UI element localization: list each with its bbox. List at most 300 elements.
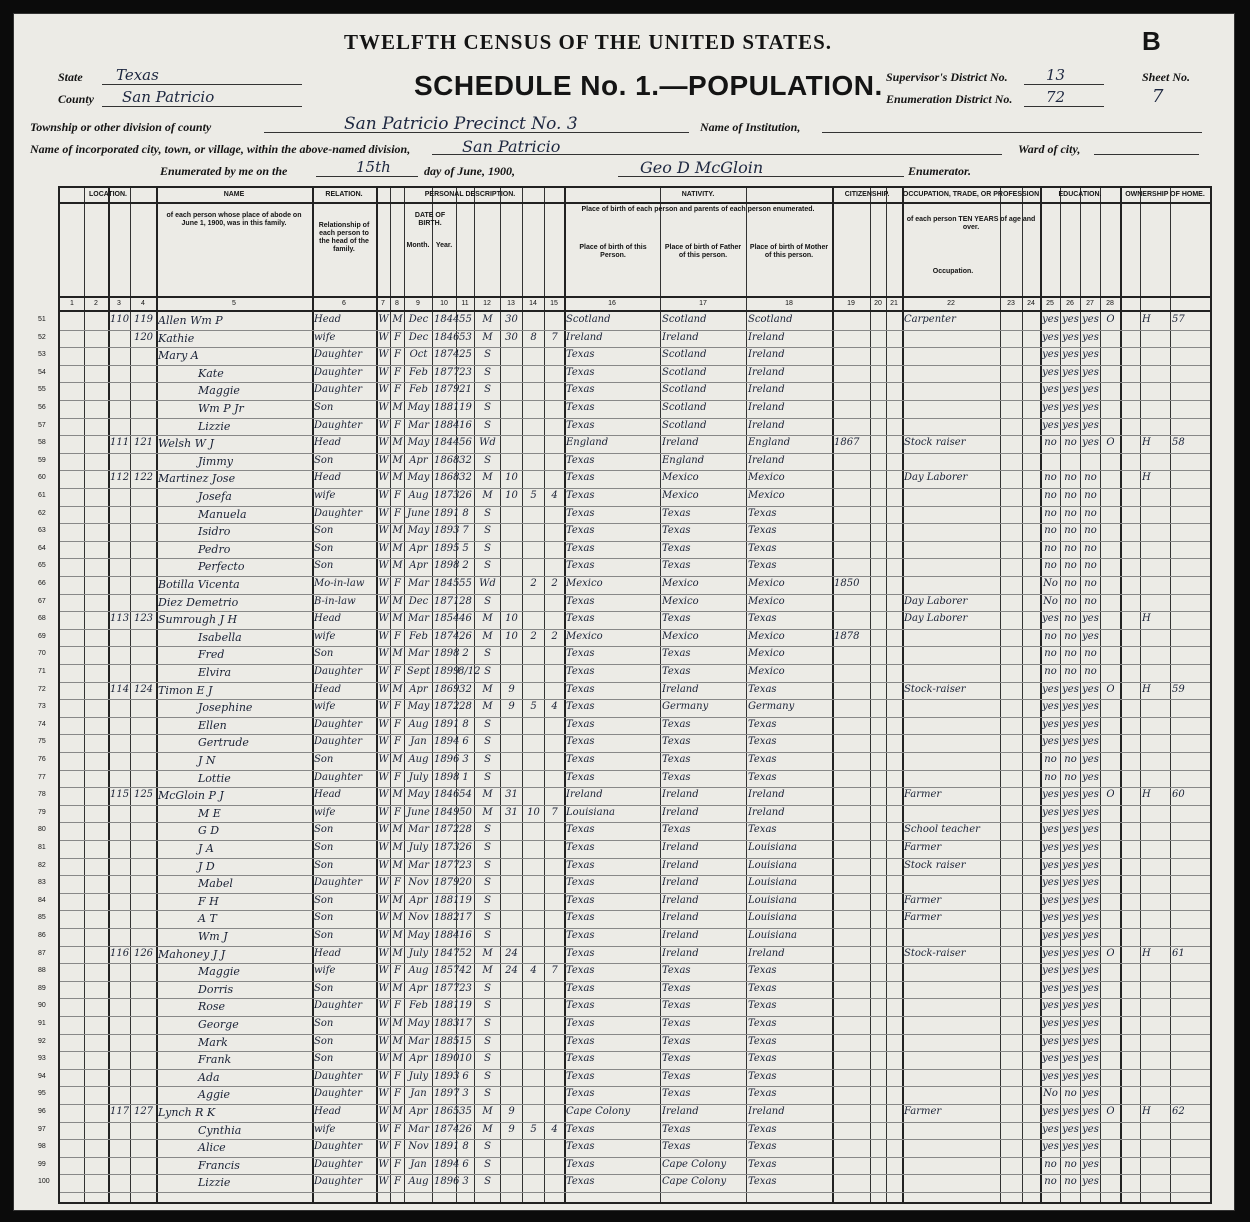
cell-color: W [378, 1106, 389, 1117]
cell-month: June [407, 806, 430, 818]
cell-age: 50 [459, 806, 472, 818]
line-number: 51 [38, 316, 46, 323]
cell-father: Ireland [662, 894, 699, 906]
header-rule [60, 202, 1210, 204]
cell-rel: Daughter [314, 1088, 362, 1100]
cell-yrs: 9 [508, 1123, 515, 1135]
cell-year: 1868 [434, 454, 460, 466]
cell-rel: wife [314, 490, 336, 501]
cell-mother: Ireland [748, 402, 785, 413]
row-rule [60, 418, 1210, 419]
cell-father: Cape Colony [662, 1176, 727, 1188]
cell-eng: yes [1082, 736, 1099, 748]
cell-read: yes [1042, 366, 1059, 378]
cell-mar: S [484, 507, 491, 519]
cell-color: W [378, 1088, 389, 1100]
cell-mother: Texas [748, 982, 777, 994]
population-table [38, 186, 1212, 1204]
cell-color: W [378, 718, 389, 730]
cell-sex: M [392, 595, 403, 607]
cell-year: 1891 [434, 1141, 460, 1153]
cell-age: 42 [459, 965, 472, 977]
cell-mar: S [484, 384, 491, 396]
cell-eng: yes [1082, 718, 1099, 730]
cell-write: yes [1062, 947, 1079, 959]
cell-name: Sumrough J H [158, 613, 238, 627]
line-number: 81 [38, 844, 46, 851]
row-rule [60, 928, 1210, 929]
row-rule [60, 611, 1210, 612]
relation-description: Relationship of each person to the head of the family. [318, 222, 370, 253]
cell-ch: 8 [530, 331, 537, 343]
cell-name: Perfecto [198, 560, 245, 574]
supervisor-value: 13 [1046, 66, 1066, 84]
cell-month: Feb [409, 366, 428, 378]
cell-eng: no [1084, 542, 1097, 554]
cell-sex: M [392, 894, 403, 906]
cell-dw: 115 [110, 789, 130, 801]
cell-yrs: 10 [505, 613, 518, 625]
cell-year: 1879 [434, 877, 460, 889]
cell-rel: Son [314, 454, 334, 466]
cell-read: yes [1042, 912, 1059, 924]
column-rule [404, 188, 405, 1202]
column-number: 16 [608, 300, 616, 307]
cell-imm: 1878 [834, 630, 860, 642]
cell-age: 23 [459, 366, 472, 378]
cell-father: Texas [662, 1070, 691, 1082]
cell-father: England [662, 454, 705, 466]
cell-name: Botilla Vicenta [158, 578, 240, 591]
cell-name: J A [198, 842, 214, 855]
cell-rel: wife [314, 630, 336, 642]
header-rule [60, 310, 1210, 312]
cell-color: W [378, 472, 389, 484]
cell-place: Texas [566, 1018, 595, 1029]
cell-year: 1872 [434, 824, 460, 836]
cell-sex: F [394, 366, 401, 378]
line-number: 72 [38, 685, 46, 693]
cell-name: M E [198, 806, 221, 820]
cell-color: W [378, 648, 389, 660]
cell-read: no [1044, 542, 1057, 554]
column-rule [390, 188, 391, 1202]
cell-place: Texas [566, 1176, 595, 1188]
cell-write: yes [1062, 859, 1079, 871]
row-rule [60, 787, 1210, 788]
cell-read: no [1044, 560, 1057, 572]
cell-age: 54 [459, 789, 472, 801]
cell-place: Ireland [566, 331, 603, 343]
column-rule [522, 188, 523, 1202]
cell-rel: Daughter [314, 419, 362, 431]
cell-rel: Son [314, 1018, 334, 1029]
cell-mar: S [484, 1070, 491, 1082]
cell-fam: 125 [133, 789, 154, 801]
cell-farm: H [1142, 613, 1151, 625]
cell-name: Martinez Jose [158, 472, 236, 486]
occupation-description: of each person TEN YEARS of age and over. [906, 216, 1036, 231]
cell-age: 52 [459, 947, 472, 959]
cell-month: Apr [409, 560, 428, 572]
cell-color: W [378, 454, 389, 466]
cell-age: 25 [459, 349, 472, 361]
nativity-description: Place of birth of each person and parents of each person enumerated. [581, 206, 815, 213]
cell-name: Mahoney J J [158, 947, 226, 961]
cell-month: June [407, 507, 430, 519]
cell-age: 10 [459, 1053, 472, 1065]
cell-read: yes [1042, 930, 1059, 941]
cell-sex: F [394, 384, 401, 396]
cell-rel: Son [314, 754, 334, 765]
row-rule [60, 558, 1210, 559]
cell-name: Mary A [158, 349, 199, 363]
cell-sex: M [392, 824, 403, 836]
cell-month: Oct [409, 349, 428, 361]
cell-mar: S [484, 454, 491, 466]
cell-age: 55 [459, 314, 472, 325]
cell-sex: F [394, 877, 401, 889]
row-rule [60, 752, 1210, 753]
line-number: 84 [38, 896, 46, 904]
cell-month: Feb [409, 1000, 428, 1012]
cell-color: W [378, 595, 389, 607]
cell-mother: Ireland [748, 454, 785, 466]
cell-eng: yes [1082, 349, 1099, 361]
cell-place: Texas [566, 613, 595, 625]
cell-read: yes [1042, 789, 1059, 801]
column-number: 12 [483, 300, 491, 307]
cell-read: yes [1042, 982, 1059, 994]
cell-write: yes [1062, 912, 1079, 924]
cell-mar: S [484, 736, 491, 748]
row-rule [60, 1122, 1210, 1123]
cell-read: no [1044, 754, 1057, 765]
cell-father: Texas [662, 542, 691, 554]
cell-read: yes [1042, 1123, 1059, 1135]
cell-name: Lottie [198, 771, 231, 785]
cell-write: yes [1062, 842, 1079, 853]
cell-sex: M [392, 982, 403, 994]
cell-sex: F [394, 1000, 401, 1012]
cell-imm: 1867 [834, 437, 860, 449]
column-number: 27 [1086, 300, 1094, 307]
cell-rel: Head [314, 789, 342, 801]
cell-fam: 120 [133, 331, 154, 343]
cell-occ: Stock raiser [904, 859, 966, 871]
cell-read: yes [1042, 1106, 1059, 1117]
cell-color: W [378, 947, 389, 959]
cell-name: Allen Wm P [158, 314, 223, 327]
row-rule [60, 435, 1210, 436]
cell-name: Alice [198, 1141, 226, 1155]
row-rule [60, 1016, 1210, 1017]
cell-year: 1844 [434, 314, 460, 325]
cell-read: yes [1042, 331, 1059, 343]
cell-mother: Texas [748, 525, 777, 537]
cell-fam: 119 [133, 314, 154, 325]
cell-father: Cape Colony [662, 1158, 727, 1170]
cell-name: Pedro [198, 542, 231, 556]
cell-rel: Head [314, 1106, 342, 1117]
cell-month: Mar [408, 578, 429, 589]
cell-mar: S [484, 824, 491, 836]
line-number: 85 [38, 914, 46, 922]
line-number: 80 [38, 826, 46, 834]
cell-sex: M [392, 648, 403, 660]
cell-read: yes [1042, 824, 1059, 836]
cell-rel: Head [314, 314, 342, 325]
cell-color: W [378, 542, 389, 554]
enum-district-label: Enumeration District No. [886, 92, 1013, 106]
cell-color: W [378, 419, 389, 431]
cell-occ: School teacher [904, 824, 980, 836]
cell-write: yes [1062, 1035, 1079, 1047]
column-number: 24 [1027, 300, 1035, 307]
cell-sex: F [394, 1141, 401, 1153]
occupation-column-header: Occupation. [932, 268, 974, 275]
cell-write: yes [1062, 806, 1079, 818]
cell-age: 8 [462, 1141, 469, 1153]
cell-place: Texas [566, 912, 595, 924]
cell-mar: M [482, 683, 493, 695]
cell-write: no [1064, 1176, 1077, 1188]
cell-color: W [378, 507, 389, 519]
year-header: Year. [435, 242, 453, 249]
cell-mother: Louisiana [748, 842, 797, 853]
line-number: 65 [38, 562, 46, 570]
cell-write: yes [1062, 718, 1079, 730]
cell-age: 35 [459, 1106, 472, 1117]
cell-month: May [407, 437, 430, 449]
cell-father: Texas [662, 1141, 691, 1153]
cell-year: 1846 [434, 331, 460, 343]
cell-place: Texas [566, 384, 595, 396]
cell-place: Texas [566, 947, 595, 959]
county-label: County [58, 92, 95, 106]
cell-month: Feb [409, 384, 428, 396]
cell-rel: wife [314, 701, 336, 713]
row-rule [60, 946, 1210, 947]
cell-read: no [1044, 630, 1057, 642]
row-rule [60, 998, 1210, 999]
cell-rel: Daughter [314, 1070, 362, 1082]
cell-father: Texas [662, 1123, 691, 1135]
cell-father: Ireland [662, 842, 699, 853]
cell-read: no [1044, 648, 1057, 660]
line-number: 79 [38, 808, 46, 816]
cell-month: Aug [408, 718, 429, 730]
line-number: 75 [38, 738, 46, 746]
cell-sex: M [392, 859, 403, 871]
cell-age: 3 [462, 1088, 469, 1100]
cell-farm: H [1142, 789, 1151, 801]
cell-year: 1873 [434, 490, 460, 501]
cell-eng: yes [1082, 930, 1099, 941]
line-number: 53 [38, 351, 46, 359]
cell-eng: yes [1082, 1123, 1099, 1135]
cell-read: yes [1042, 314, 1059, 325]
cell-read: yes [1042, 859, 1059, 871]
cell-year: 1846 [434, 789, 460, 801]
cell-write: no [1064, 1088, 1077, 1100]
group-header: OCCUPATION, TRADE, OR PROFESSION [902, 191, 1040, 198]
cell-mar: S [484, 1141, 491, 1153]
cell-place: Texas [566, 1088, 595, 1100]
cell-mother: Texas [748, 1176, 777, 1188]
row-rule [60, 910, 1210, 911]
row-rule [60, 1069, 1210, 1070]
column-rule [1080, 188, 1081, 1202]
cell-write: yes [1062, 402, 1079, 413]
cell-father: Texas [662, 824, 691, 836]
cell-own: O [1106, 437, 1115, 449]
cell-mar: S [484, 648, 491, 660]
cell-year: 1894 [434, 736, 460, 748]
cell-color: W [378, 771, 389, 783]
cell-color: W [378, 877, 389, 889]
cell-read: yes [1042, 1053, 1059, 1065]
cell-mother: Texas [748, 771, 777, 783]
cell-name: Ada [198, 1070, 220, 1084]
row-rule [60, 875, 1210, 876]
cell-eng: yes [1082, 419, 1099, 431]
column-rule [432, 188, 433, 1202]
cell-mother: Scotland [748, 314, 793, 325]
cell-place: Louisiana [566, 806, 615, 818]
row-rule [60, 506, 1210, 507]
cell-sex: M [392, 454, 403, 466]
cell-eng: yes [1082, 1176, 1099, 1188]
cell-sex: F [394, 331, 401, 343]
cell-yrs: 10 [505, 630, 518, 642]
cell-mar: M [482, 947, 493, 959]
cell-month: Apr [409, 683, 428, 695]
cell-place: Texas [566, 1141, 595, 1153]
cell-rel: Son [314, 402, 334, 413]
cell-sex: M [392, 314, 403, 325]
cell-rel: Daughter [314, 1000, 362, 1012]
cell-mar: S [484, 1035, 491, 1047]
cell-father: Mexico [662, 630, 699, 642]
column-number: 7 [381, 300, 385, 307]
cell-father: Mexico [662, 472, 699, 484]
cell-occ: Farmer [904, 912, 942, 924]
cell-read: no [1044, 1176, 1057, 1188]
cell-year: 1849 [434, 806, 460, 818]
cell-father: Scotland [662, 384, 707, 396]
cell-mar: Wd [479, 578, 496, 589]
cell-sex: F [394, 630, 401, 642]
cell-mar: M [482, 331, 493, 343]
cell-place: Texas [566, 648, 595, 660]
cell-mar: Wd [479, 437, 496, 449]
cell-place: Texas [566, 842, 595, 853]
name-description: of each person whose place of abode on June 1, 1900, was in this family. [166, 212, 302, 227]
cell-eng: yes [1082, 965, 1099, 977]
cell-mother: Mexico [748, 595, 785, 607]
cell-color: W [378, 366, 389, 378]
cell-age: 3 [462, 1176, 469, 1188]
cell-fam: 126 [133, 947, 154, 959]
line-number: 97 [38, 1125, 46, 1133]
cell-write: yes [1062, 894, 1079, 906]
cell-age: 6 [462, 736, 469, 748]
cell-liv: 4 [551, 701, 558, 713]
cell-rel: wife [314, 806, 336, 818]
line-number: 82 [38, 861, 46, 869]
column-number: 10 [440, 300, 448, 307]
cell-year: 1896 [434, 1176, 460, 1188]
cell-yrs: 31 [505, 789, 518, 801]
group-header: RELATION. [325, 191, 363, 198]
cell-mar: S [484, 1018, 491, 1029]
cell-place: Texas [566, 454, 595, 466]
cell-mar: S [484, 894, 491, 906]
cell-age: 8 [462, 507, 469, 519]
cell-rel: Daughter [314, 1158, 362, 1170]
cell-mother: Texas [748, 1035, 777, 1047]
birth-father-header: Place of birth of Father of this person. [664, 244, 742, 259]
cell-month: Mar [408, 824, 429, 836]
cell-year: 1898 [434, 560, 460, 572]
cell-age: 19 [459, 1000, 472, 1012]
cell-year: 1898 [434, 771, 460, 783]
cell-eng: yes [1082, 1141, 1099, 1153]
cell-place: Texas [566, 349, 595, 361]
cell-month: May [407, 402, 430, 413]
cell-read: No [1043, 1088, 1058, 1100]
column-number: 5 [232, 300, 236, 307]
cell-mar: M [482, 789, 493, 801]
cell-month: Dec [408, 331, 429, 343]
cell-mother: Texas [748, 1158, 777, 1170]
line-number: 76 [38, 756, 46, 763]
cell-write: yes [1062, 1141, 1079, 1153]
cell-sex: F [394, 701, 401, 713]
cell-mar: M [482, 613, 493, 625]
cell-month: Dec [408, 595, 429, 607]
supervisor-label: Supervisor's District No. [886, 70, 1008, 84]
cell-sex: F [394, 349, 401, 361]
cell-name: Timon E J [158, 683, 213, 697]
cell-eng: yes [1082, 806, 1099, 818]
cell-father: Ireland [662, 947, 699, 959]
cell-rel: Daughter [314, 771, 362, 783]
cell-father: Ireland [662, 912, 699, 924]
cell-sex: F [394, 1070, 401, 1082]
cell-father: Ireland [662, 331, 699, 343]
cell-own: O [1106, 947, 1115, 959]
column-rule [130, 188, 131, 1202]
cell-write: no [1064, 771, 1077, 783]
cell-sex: F [394, 1088, 401, 1100]
cell-name: Jimmy [198, 454, 234, 468]
cell-write: yes [1062, 1053, 1079, 1065]
cell-mother: Mexico [748, 648, 785, 660]
cell-month: Mar [408, 648, 429, 660]
cell-mother: Mexico [748, 472, 785, 484]
line-number: 69 [38, 632, 46, 640]
cell-rel: Son [314, 859, 334, 871]
cell-year: 1884 [434, 930, 460, 941]
cell-father: Texas [662, 1000, 691, 1012]
cell-sched: 59 [1172, 683, 1185, 695]
cell-rel: Son [314, 930, 334, 941]
cell-sex: M [392, 542, 403, 554]
cell-name: George [198, 1018, 239, 1031]
cell-eng: no [1084, 525, 1097, 537]
